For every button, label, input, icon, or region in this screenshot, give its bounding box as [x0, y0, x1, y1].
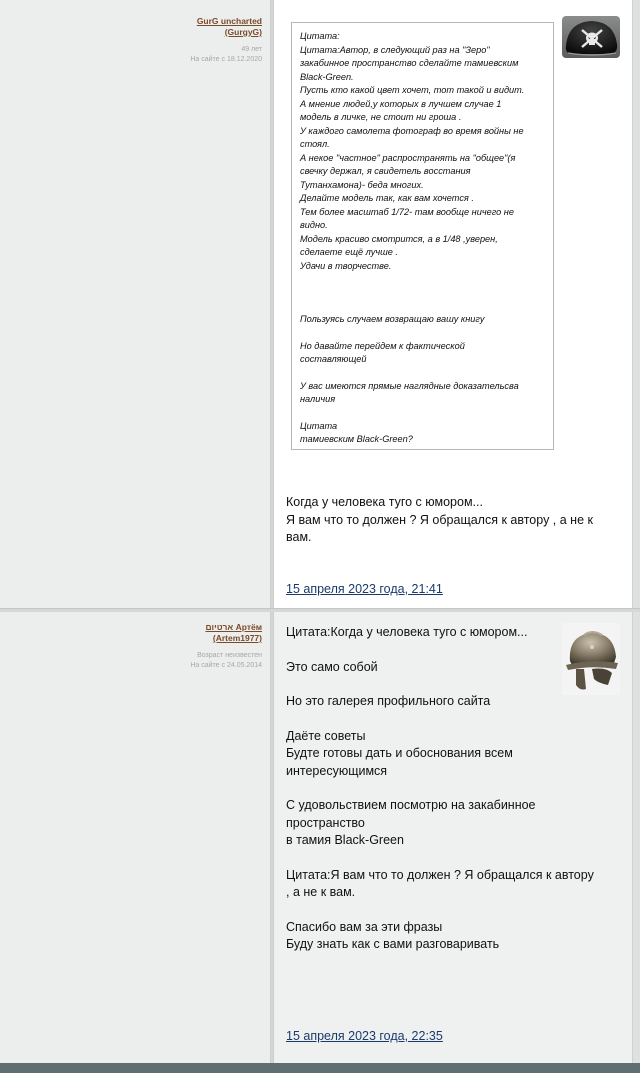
quote-line: Цитата	[300, 420, 338, 431]
post-text	[286, 494, 622, 547]
post-paragraph	[286, 867, 624, 902]
post-text-line: Цитата:Когда у человека туго с юмором...	[286, 625, 528, 639]
quote-line: Удачи в творчестве.	[300, 260, 392, 271]
author-login-link[interactable]: (GurgyG)	[224, 27, 262, 37]
post-text-line: Это само собой	[286, 659, 378, 674]
scrollbar-track[interactable]	[632, 0, 640, 1063]
post-text	[286, 624, 624, 971]
author-name-link[interactable]: ארטיום Артём	[205, 622, 262, 632]
quote-line: сделаете ещё лучше .	[300, 247, 398, 257]
quote-line: составляющей	[300, 354, 367, 364]
post-text-line: Будте готовы дать и обоснования всем	[286, 746, 513, 760]
quote-line: стоял.	[300, 139, 330, 149]
post-paragraph	[286, 624, 556, 642]
quote-line: видно.	[300, 220, 328, 230]
post-paragraph	[286, 659, 624, 677]
post-paragraph	[286, 693, 624, 711]
post-text-line: Когда у человека туго с юмором...	[286, 495, 483, 509]
post-author	[190, 622, 262, 670]
quote-line: Black-Green.	[300, 71, 354, 82]
post-paragraph	[286, 728, 624, 781]
quote-line: тамиевским Black-Green?	[300, 434, 413, 444]
quote-line: Цитата:Автор, в следующий раз на "Зеро"	[300, 44, 490, 55]
post-text-line: Но это галерея профильного сайта	[286, 694, 491, 708]
quote-line: Тем более масштаб 1/72- там вообще ничего не	[300, 206, 514, 217]
post-separator	[0, 608, 640, 612]
author-since: На сайте с 18.12.2020	[190, 55, 262, 63]
post-text-line: Даёте советы	[286, 728, 366, 743]
bottom-bar	[0, 1063, 640, 1073]
quote-line: У каждого самолета фотограф во время войны не	[300, 125, 524, 136]
quote-block	[291, 22, 554, 450]
quote-line: Пользуясь случаем возвращаю вашу книгу	[300, 314, 485, 324]
quote-line: А некое "частное" распространять на "общее"(я	[300, 152, 516, 163]
post-text-line: Спасибо вам за эти фразы	[286, 919, 443, 934]
post-paragraph	[286, 919, 624, 954]
post-date-link[interactable]: 15 апреля 2023 года, 22:35	[286, 1029, 443, 1043]
post-text-line: вам.	[286, 530, 312, 544]
post-text-line: Я вам что то должен ? Я обращался к автору , а не к	[286, 512, 593, 527]
post-text-line: в тамия Black-Green	[286, 833, 404, 847]
quote-line: Цитата:	[300, 31, 340, 41]
post-text-line: Буду знать как с вами разговаривать	[286, 937, 500, 951]
post-text-line: интересующимся	[286, 763, 388, 778]
author-name-link[interactable]: GurG uncharted	[196, 16, 262, 26]
quote-line: Пусть кто какой цвет хочет, тот такой и видит.	[300, 85, 525, 95]
avatar[interactable]	[562, 16, 620, 58]
quote-line: модель в личке, не стоит ни гроша .	[300, 112, 462, 122]
post-text-line: пространство	[286, 815, 365, 830]
author-since: На сайте с 24.05.2014	[190, 661, 262, 669]
column-divider	[270, 0, 274, 1063]
quote-line: А мнение людей,у которых в лучшем случае 1	[300, 98, 502, 109]
quote-line: Но давайте перейдем к фактической	[300, 340, 465, 351]
quote-line: свечку держал, я свидетель восстания	[300, 166, 471, 176]
post-text-line: , а не к вам.	[286, 885, 356, 899]
author-login-link[interactable]: (Artem1977)	[212, 633, 262, 643]
quote-line: Делайте модель так, как вам хочется .	[300, 193, 474, 203]
quote-line: наличия	[300, 394, 336, 404]
post-paragraph	[286, 797, 624, 850]
quote-line: Модель красиво смотрится, а в 1/48 ,уверен,	[300, 233, 498, 244]
post-text-line: Цитата:Я вам что то должен ? Я обращался к автору	[286, 867, 594, 882]
post-date-link[interactable]: 15 апреля 2023 года, 21:41	[286, 582, 443, 596]
author-age: 49 лет	[241, 46, 262, 53]
quote-line: Тутанхамона)- беда многих.	[300, 179, 424, 190]
quote-line: закабинное пространство сделайте тамиевским	[300, 58, 519, 68]
author-age: Возраст неизвестен	[197, 652, 262, 659]
post-author	[190, 16, 262, 64]
post-text-line: С удовольствием посмотрю на закабинное	[286, 798, 536, 812]
author-column	[0, 0, 270, 1063]
pirate-helmet-icon	[562, 16, 620, 58]
quote-line: У вас имеются прямые наглядные доказательсва	[300, 380, 519, 391]
